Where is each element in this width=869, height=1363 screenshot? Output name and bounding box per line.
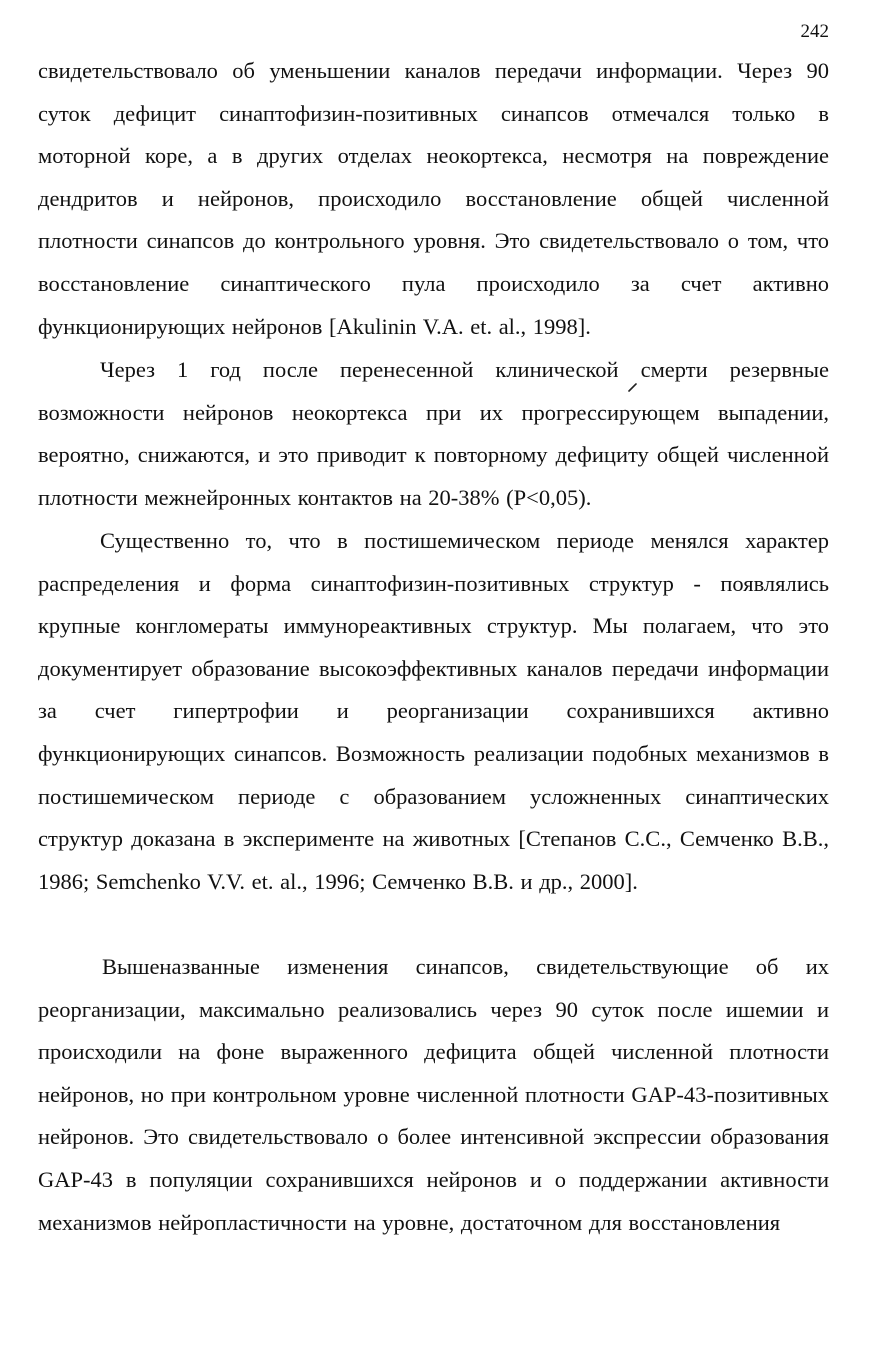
paragraph-2: Через 1 год после перенесенной клинической смерти резервные возможности нейронов неокортекса при их прогрессирующем выпадении, вероятно, снижаются, и это приводит к повторному дефициту общей численной плотности межнейронных контактов на 20-38% (Р<0,05). <box>38 357 829 510</box>
pen-tick-mark <box>628 383 637 392</box>
page-number: 242 <box>800 21 829 42</box>
paragraph-1: свидетельствовало об уменьшении каналов передачи информации. Через 90 суток дефицит синаптофизин-позитивных синапсов отмечался только в моторной коре, а в других отделах неокортекса, несмотря на повреждение дендритов и нейронов, происходило восстановление общей численной плотности синапсов до контрольного уровня. Это свидетельствовало о том, что восстановление синаптического пула происходило за счет активно функционирующих нейронов [Akulinin V.A. et. al., 1998]. <box>38 58 829 339</box>
paragraph-3: Существенно то, что в постишемическом периоде менялся характер распределения и форма синаптофизин-позитивных структур - появлялись крупные конгломераты иммунореактивных структур. Мы полагаем, что это документирует образование высокоэффективных каналов передачи информации за счет гипертрофии и реорганизации сохранившихся активно функционирующих синапсов. Возможность реализации подобных механизмов в постишемическом периоде с образованием усложненных синаптических структур доказана в эксперименте на животных [Степанов С.С., Семченко В.В., 1986; Semchenko V.V. et. al., 1996; Семченко В.В. и др., 2000]. <box>38 528 829 894</box>
paragraph-4: Вышеназванные изменения синапсов, свидетельствующие об их реорганизации, максимально реализовались через 90 суток после ишемии и происходили на фоне выраженного дефицита общей численной плотности нейронов, но при контрольном уровне численной плотности GAP-43-позитивных нейронов. Это свидетельствовало о более интенсивной экспрессии образования GAP-43 в популяции сохранившихся нейронов и о поддержании активности механизмов нейропластичности на уровне, достаточном для восстановления <box>38 954 829 1235</box>
